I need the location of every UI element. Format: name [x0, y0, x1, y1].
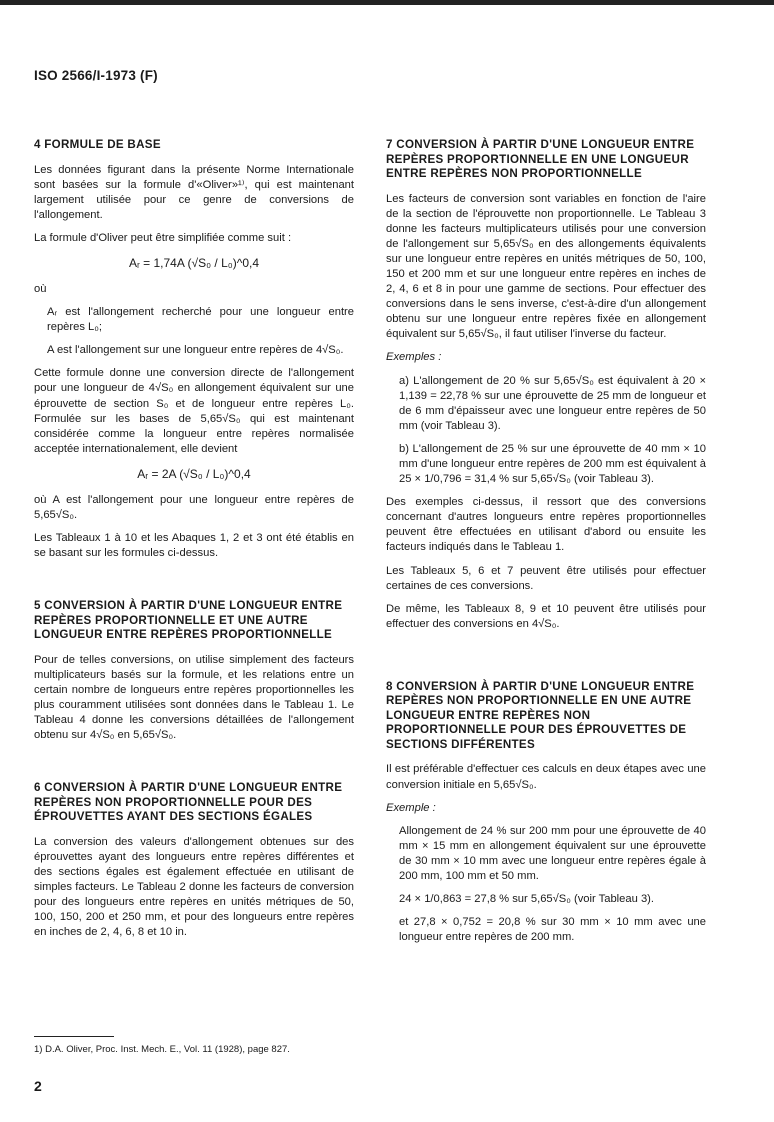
section-8-example-1: Allongement de 24 % sur 200 mm pour une éprouvette de 40 mm × 15 mm en allongement équivalent sur une éprouvette de 30 mm × 10 mm avec une longueur entre repères égale à 200 mm, 100 mm et 50 mm. — [399, 824, 706, 882]
section-4-para-4: où A est l'allongement pour une longueur entre repères de 5,65√S₀. — [34, 493, 354, 521]
section-7-title: 7 CONVERSION À PARTIR D'UNE LONGUEUR ENTRE REPÈRES PROPORTIONNELLE EN UNE LONGUEUR ENTRE REPÈRES NON PROPORTIONNELLE — [386, 138, 695, 180]
section-4-para-3: Cette formule donne une conversion directe de l'allongement pour une longueur de 4√S₀ en allongement équivalent sur une éprouvette de section S₀ et de longueur entre repères L₀. Formulée sur les bases de 5,65√S₀ qui est maintenant considérée comme la longueur entre repères normalisée acceptée internationalement, elle devient — [34, 367, 354, 455]
section-8-para-1: Il est préférable d'effectuer ces calculs en deux étapes avec une conversion initiale en 5,65√S₀. — [386, 763, 706, 791]
footnote-rule — [34, 1036, 114, 1037]
section-7-para-3: Les Tableaux 5, 6 et 7 peuvent être utilisés pour effectuer certaines de ces conversions. — [386, 564, 706, 592]
section-5-para-1: Pour de telles conversions, on utilise simplement des facteurs multiplicateurs basés sur la formule, et les relations entre un certain nombre de longueurs entre repères proportionnelles les plus couramment utilisées sont données dans le Tableau 1. Le Tableau 4 donne les conversions détaillées de l'allongement obtenu sur 4√S₀ en 5,65√S₀. — [34, 653, 354, 742]
section-4-title: 4 FORMULE DE BASE — [34, 138, 161, 151]
definition-a: A est l'allongement sur une longueur entre repères de 4√S₀. — [47, 344, 344, 357]
section-5-title: 5 CONVERSION À PARTIR D'UNE LONGUEUR ENTRE REPÈRES PROPORTIONNELLE ET UNE AUTRE LONGUEUR ENTRE REPÈRES PROPORTIONNELLE — [34, 599, 343, 642]
section-8-example-2: 24 × 1/0,863 = 27,8 % sur 5,65√S₀ (voir Tableau 3). — [399, 893, 654, 906]
section-6-title: 6 CONVERSION À PARTIR D'UNE LONGUEUR ENTRE REPÈRES NON PROPORTIONNELLE POUR DES ÉPROUVETTES AYANT DES SECTIONS ÉGALES — [34, 781, 343, 824]
where-label: où — [34, 282, 47, 295]
section-6-para-1: La conversion des valeurs d'allongement obtenues sur des éprouvettes ayant des longueurs entre repères différentes et des sections égales est également effectuée en utilisant de simples facteurs. Le Tableau 2 donne les facteurs de conversion pour des longueurs entre repères en unités métriques de 50, 100, 150, 200 et 250 mm, et pour des longueurs entre repères en inches de 2, 4, 6, 8 et 10 in. — [34, 835, 354, 939]
page-number: 2 — [34, 1078, 42, 1094]
section-4-para-5: Les Tableaux 1 à 10 et les Abaques 1, 2 et 3 ont été établis en se basant sur les formules ci-dessus. — [34, 532, 354, 560]
section-7-examples-label: Exemples : — [386, 351, 442, 364]
formula-2: Aᵣ = 2A (√S₀ / L₀)^0,4 — [137, 466, 251, 481]
section-7-para-2: Des exemples ci-dessus, il ressort que des conversions concernant d'autres longueurs entre repères proportionnelles peuvent être effectuées en utilisant d'abord ou ensuite les facteurs indiqués dans le Tableau 1. — [386, 496, 706, 554]
left-column — [34, 138, 354, 949]
section-8-example-label: Exemple : — [386, 801, 436, 814]
document-header: ISO 2566/I-1973 (F) — [34, 68, 158, 83]
footnote: 1) D.A. Oliver, Proc. Inst. Mech. E., Vol. 11 (1928), page 827. — [34, 1044, 290, 1055]
section-7-example-a: a) L'allongement de 20 % sur 5,65√S₀ est équivalent à 20 × 1,139 = 22,78 % sur une éprouvette de 25 mm de longueur et de 6 mm d'épaisseur avec une longueur entre repères de 50 mm (voir Tableau 3). — [399, 374, 706, 432]
section-4-para-1: Les données figurant dans la présente Norme Internationale sont basées sur la formule d'«Oliver»¹⁾, qui est maintenant largement utilisée pour ce genre de conversions de l'allongement. — [34, 163, 354, 221]
right-column — [386, 138, 706, 953]
section-8-title: 8 CONVERSION À PARTIR D'UNE LONGUEUR ENTRE REPÈRES NON PROPORTIONNELLE EN UNE AUTRE LONGUEUR ENTRE REPÈRES NON PROPORTIONNELLE POUR DES ÉPROUVETTES DE SECTIONS DIFFÉRENTES — [386, 679, 695, 751]
definition-ar: Aᵣ est l'allongement recherché pour une longueur entre repères L₀; — [47, 306, 354, 334]
section-7-example-b: b) L'allongement de 25 % sur une éprouvette de 40 mm × 10 mm d'une longueur entre repères de 200 mm est équivalent à 25 × 1/0,796 = 31,4 % sur 5,65√S₀ (voir Tableau 3). — [399, 442, 706, 486]
top-rule — [0, 0, 774, 5]
section-8-example-3: et 27,8 × 0,752 = 20,8 % sur 30 mm × 10 mm avec une longueur entre repères de 200 mm. — [399, 916, 706, 944]
section-4-para-2: La formule d'Oliver peut être simplifiée comme suit : — [34, 231, 292, 244]
section-7-para-1: Les facteurs de conversion sont variables en fonction de l'aire de la section de l'éprouvette non proportionnelle. Le Tableau 3 donne les facteurs multiplicateurs utilisés pour une conversion de l'allongement sur 5,65√S₀ en des allongements équivalents sur une longueur entre repères en unités métriques de 50, 100, 150 et 200 mm et sur une longueur entre repères en inches de 2, 4, 6 et 8 in pour une gamme de sections. Pour effectuer des conversions dans le sens inverse, c'est-à-dire d'un allongement obtenu sur une longueur entre repères fixée en allongement équivalent sur 5,65√S₀, il faut utiliser l'inverse du facteur. — [386, 192, 706, 341]
section-7-para-4: De même, les Tableaux 8, 9 et 10 peuvent être utilisés pour effectuer des conversions en 4√S₀. — [386, 602, 706, 630]
formula-1: Aᵣ = 1,74A (√S₀ / L₀)^0,4 — [128, 255, 260, 270]
